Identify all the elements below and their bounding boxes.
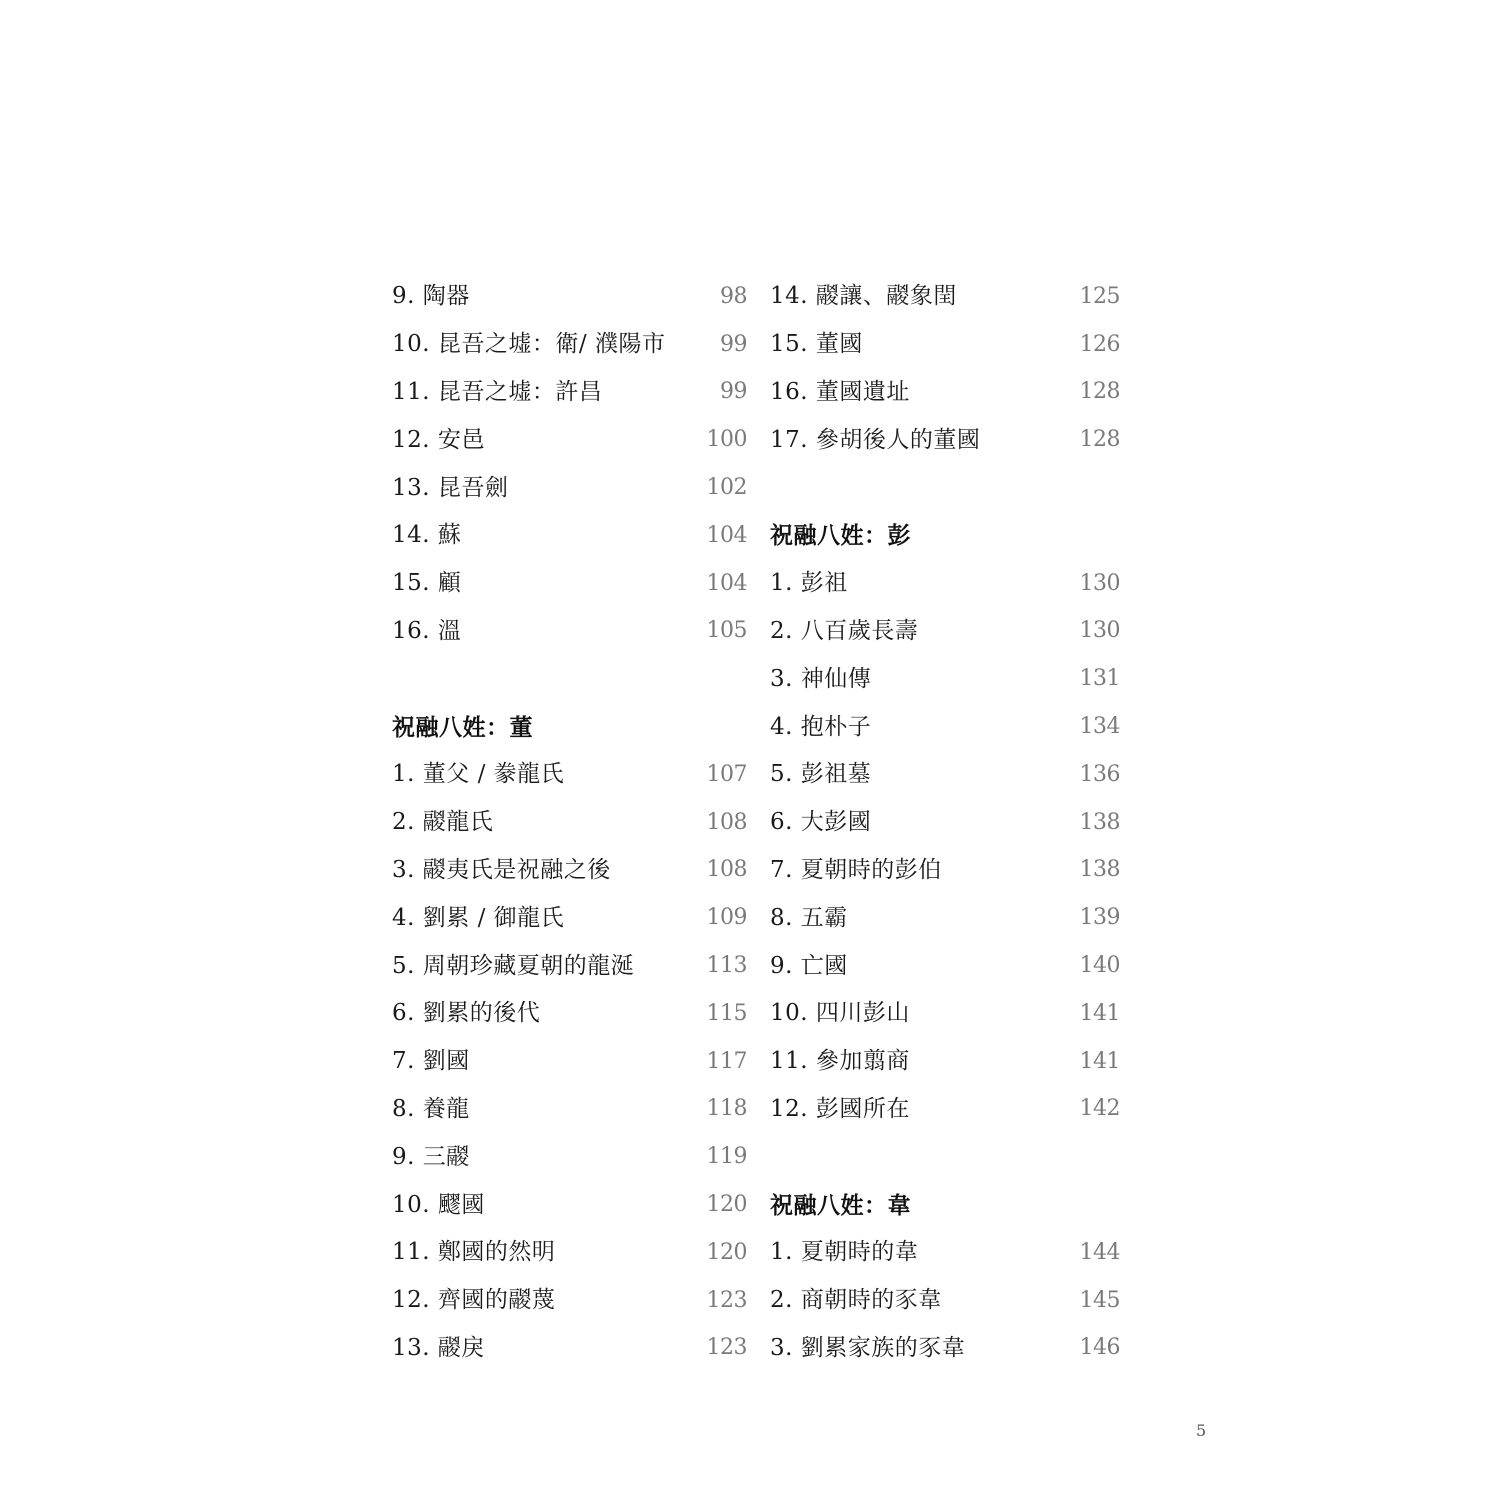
toc-entry <box>392 321 747 369</box>
toc-entry-page-number: 108 <box>706 809 747 835</box>
toc-entry-title: 15. 顧 <box>392 570 462 597</box>
toc-entry-page-number: 125 <box>1079 283 1120 309</box>
toc-entry <box>392 1133 747 1181</box>
toc-entry-page-number: 130 <box>1079 570 1120 596</box>
toc-entry-title: 4. 劉累 / 御龍氏 <box>392 904 565 931</box>
toc-entry <box>392 416 747 464</box>
toc-entry <box>770 1038 1120 1086</box>
toc-entry-page-number: 118 <box>706 1096 747 1122</box>
toc-entry-title: 4. 抱朴子 <box>770 713 872 740</box>
section-heading-title: 祝融八姓：彭 <box>770 522 911 550</box>
toc-entry <box>770 560 1120 608</box>
toc-entry-page-number: 107 <box>706 761 747 787</box>
toc-entry-page-number: 104 <box>706 522 747 548</box>
toc-entry-page-number: 142 <box>1079 1096 1120 1122</box>
toc-entry-page-number: 141 <box>1079 1000 1120 1026</box>
toc-entry-page-number: 102 <box>706 475 747 501</box>
toc-left-column <box>392 273 747 1372</box>
toc-entry-title: 11. 昆吾之墟：許昌 <box>392 378 603 405</box>
toc-entry <box>770 655 1120 703</box>
toc-entry <box>392 273 747 321</box>
toc-entry-title: 3. 劉累家族的豕韋 <box>770 1334 966 1361</box>
toc-entry-page-number: 136 <box>1079 761 1120 787</box>
toc-entry-page-number: 141 <box>1079 1048 1120 1074</box>
toc-entry-title: 3. 神仙傳 <box>770 665 872 692</box>
toc-entry <box>392 1229 747 1277</box>
toc-entry <box>392 942 747 990</box>
toc-entry-page-number: 123 <box>706 1287 747 1313</box>
toc-entry-title: 7. 夏朝時的彭伯 <box>770 856 942 883</box>
toc-entry-page-number: 105 <box>706 618 747 644</box>
toc-entry <box>392 894 747 942</box>
toc-entry-title: 10. 昆吾之墟：衛/ 濮陽市 <box>392 331 666 358</box>
toc-entry <box>770 321 1120 369</box>
toc-entry <box>770 751 1120 799</box>
toc-entry-title: 2. 商朝時的豕韋 <box>770 1287 942 1314</box>
toc-right-column <box>770 273 1120 1372</box>
toc-entry <box>392 1038 747 1086</box>
toc-entry-title: 1. 夏朝時的韋 <box>770 1239 919 1266</box>
toc-section-heading <box>770 1181 1120 1229</box>
toc-entry-title: 14. 蘇 <box>392 522 462 549</box>
toc-entry-title: 1. 彭祖 <box>770 570 848 597</box>
toc-entry-title: 5. 周朝珍藏夏朝的龍涎 <box>392 952 635 979</box>
toc-entry-page-number: 119 <box>706 1144 747 1170</box>
toc-entry <box>770 942 1120 990</box>
toc-entry-page-number: 134 <box>1079 714 1120 740</box>
toc-entry-page-number: 99 <box>720 331 747 357</box>
toc-entry-page-number: 98 <box>720 283 747 309</box>
toc-entry-page-number: 145 <box>1079 1287 1120 1313</box>
toc-entry <box>770 1229 1120 1277</box>
toc-entry-title: 11. 參加翦商 <box>770 1048 910 1075</box>
toc-entry <box>392 560 747 608</box>
toc-entry-page-number: 117 <box>706 1048 747 1074</box>
toc-entry-title: 11. 鄭國的然明 <box>392 1239 556 1266</box>
toc-entry-title: 16. 溫 <box>392 617 462 644</box>
toc-entry-title: 9. 亡國 <box>770 952 848 979</box>
toc-entry <box>392 1086 747 1134</box>
toc-entry-page-number: 109 <box>706 905 747 931</box>
toc-entry-page-number: 120 <box>706 1192 747 1218</box>
toc-entry-page-number: 128 <box>1079 379 1120 405</box>
toc-entry <box>770 1086 1120 1134</box>
toc-entry <box>392 464 747 512</box>
toc-section-heading <box>770 512 1120 560</box>
toc-entry <box>392 1325 747 1373</box>
toc-entry-page-number: 108 <box>706 857 747 883</box>
page-number: 5 <box>1196 1421 1207 1440</box>
toc-entry-title: 6. 大彭國 <box>770 809 872 836</box>
toc-entry-page-number: 130 <box>1079 618 1120 644</box>
toc-entry-title: 16. 董國遺址 <box>770 378 910 405</box>
toc-entry <box>392 1277 747 1325</box>
toc-entry-title: 12. 安邑 <box>392 426 485 453</box>
toc-entry-title: 2. 鬷龍氏 <box>392 809 494 836</box>
toc-entry-title: 17. 參胡後人的董國 <box>770 426 981 453</box>
toc-entry-title: 9. 三鬷 <box>392 1143 470 1170</box>
toc-entry-page-number: 99 <box>720 379 747 405</box>
toc-entry <box>392 847 747 895</box>
toc-entry <box>392 990 747 1038</box>
toc-entry <box>392 369 747 417</box>
toc-entry <box>770 608 1120 656</box>
toc-entry <box>770 847 1120 895</box>
toc-entry-title: 14. 鬷讓、鬷象閏 <box>770 283 957 310</box>
toc-entry-page-number: 131 <box>1079 666 1120 692</box>
toc-entry-page-number: 146 <box>1079 1335 1120 1361</box>
toc-entry-title: 3. 鬷夷氏是祝融之後 <box>392 856 611 883</box>
toc-entry-page-number: 138 <box>1079 857 1120 883</box>
toc-entry <box>392 512 747 560</box>
toc-entry-title: 6. 劉累的後代 <box>392 1000 541 1027</box>
toc-entry <box>770 1277 1120 1325</box>
toc-entry <box>392 751 747 799</box>
toc-entry-title: 12. 彭國所在 <box>770 1095 910 1122</box>
toc-entry <box>392 608 747 656</box>
toc-entry-title: 9. 陶器 <box>392 283 470 310</box>
toc-entry-page-number: 138 <box>1079 809 1120 835</box>
toc-entry <box>770 894 1120 942</box>
toc-entry-title: 2. 八百歲長壽 <box>770 617 919 644</box>
toc-entry <box>770 369 1120 417</box>
toc-entry <box>770 703 1120 751</box>
toc-entry-title: 7. 劉國 <box>392 1048 470 1075</box>
toc-entry <box>392 799 747 847</box>
section-heading-title: 祝融八姓：韋 <box>770 1191 911 1219</box>
toc-entry-page-number: 104 <box>706 570 747 596</box>
toc-section-heading <box>392 703 747 751</box>
toc-entry-title: 10. 飂國 <box>392 1191 485 1218</box>
toc-entry <box>770 1325 1120 1373</box>
toc-spacer <box>770 1133 1120 1181</box>
toc-entry <box>770 273 1120 321</box>
toc-entry-page-number: 100 <box>706 427 747 453</box>
toc-entry-title: 8. 養龍 <box>392 1095 470 1122</box>
section-heading-title: 祝融八姓：董 <box>392 713 533 741</box>
toc-entry-page-number: 120 <box>706 1239 747 1265</box>
toc-entry-title: 10. 四川彭山 <box>770 1000 910 1027</box>
toc-spacer <box>770 464 1120 512</box>
toc-entry-title: 8. 五霸 <box>770 904 848 931</box>
toc-entry <box>770 990 1120 1038</box>
toc-entry-title: 13. 昆吾劍 <box>392 474 509 501</box>
toc-entry <box>392 1181 747 1229</box>
toc-entry-page-number: 139 <box>1079 905 1120 931</box>
toc-entry-title: 12. 齊國的鬷蔑 <box>392 1287 556 1314</box>
toc-entry-page-number: 115 <box>706 1000 747 1026</box>
toc-spacer <box>392 655 747 703</box>
toc-entry <box>770 799 1120 847</box>
toc-entry-title: 15. 董國 <box>770 331 863 358</box>
toc-entry <box>770 416 1120 464</box>
toc-entry-page-number: 123 <box>706 1335 747 1361</box>
toc-entry-page-number: 140 <box>1079 953 1120 979</box>
toc-entry-title: 1. 董父 / 豢龍氏 <box>392 761 565 788</box>
toc-entry-page-number: 113 <box>706 953 747 979</box>
toc-entry-page-number: 128 <box>1079 427 1120 453</box>
toc-entry-title: 13. 鬷戾 <box>392 1334 485 1361</box>
toc-entry-page-number: 144 <box>1079 1239 1120 1265</box>
toc-entry-page-number: 126 <box>1079 331 1120 357</box>
toc-entry-title: 5. 彭祖墓 <box>770 761 872 788</box>
